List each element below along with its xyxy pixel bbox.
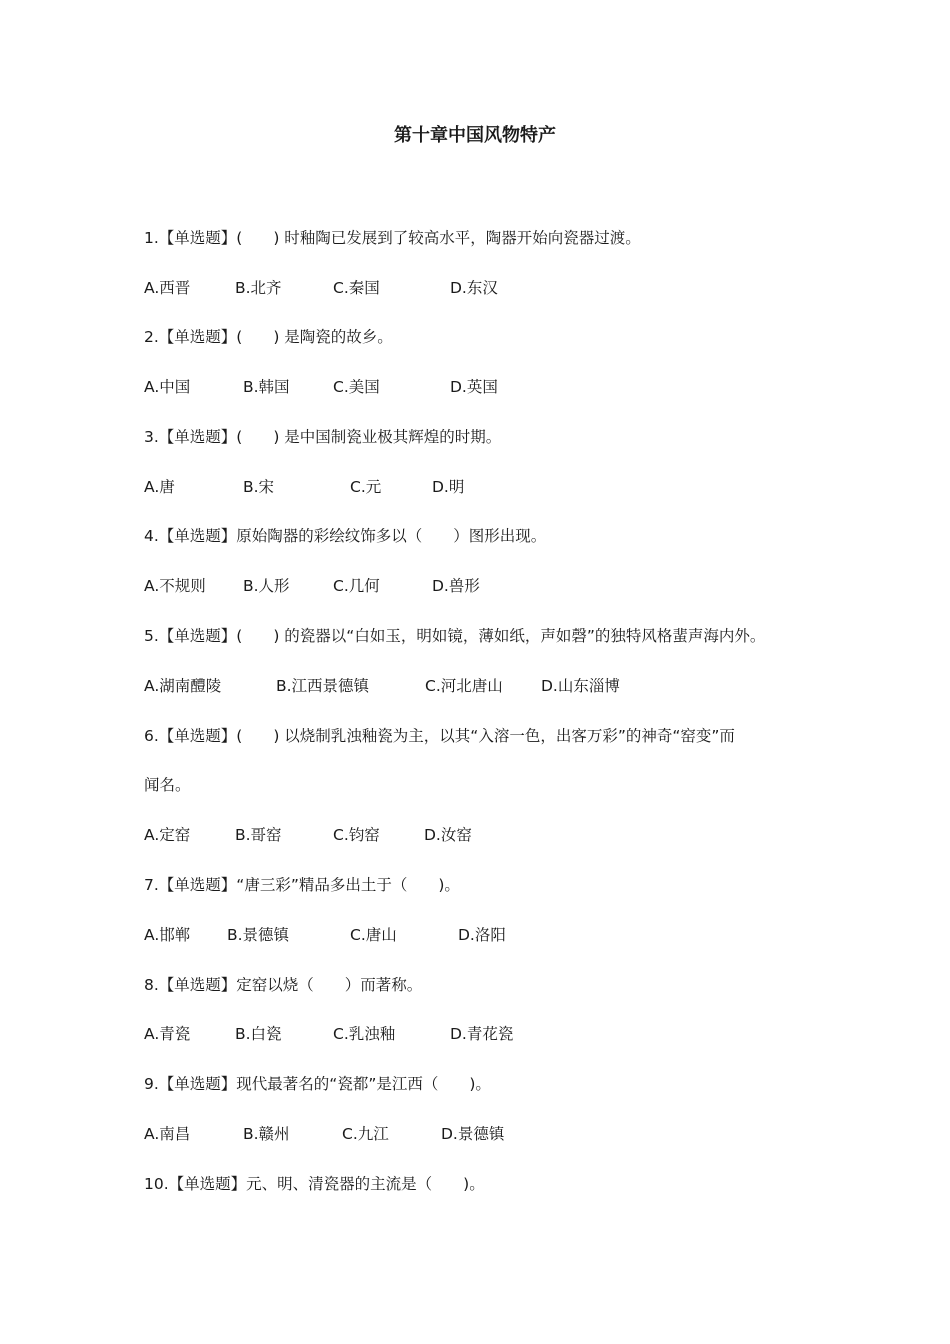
question-5-stem: 5.【单选题】( ) 的瓷器以“白如玉，明如镜，薄如纸，声如磬”的独特风格蜚声海内外。 xyxy=(144,627,766,645)
option-b: B.北齐 xyxy=(235,279,282,297)
question-3-stem: 3.【单选题】( ) 是中国制瓷业极其辉煌的时期。 xyxy=(144,428,502,446)
option-b: B.白瓷 xyxy=(235,1025,282,1043)
question-8-stem: 8.【单选题】定窑以烧（ ）而著称。 xyxy=(144,976,423,994)
option-c: C.河北唐山 xyxy=(425,677,503,695)
option-d: D.汝窑 xyxy=(424,826,472,844)
question-6-stem-continued: 闻名。 xyxy=(144,776,191,794)
question-8-options xyxy=(144,1022,844,1046)
option-b: B.江西景德镇 xyxy=(276,677,370,695)
option-c: C.钧窑 xyxy=(333,826,380,844)
option-b: B.赣州 xyxy=(243,1125,290,1143)
option-b: B.韩国 xyxy=(243,378,290,396)
question-2-options xyxy=(144,375,844,399)
option-a: A.西晋 xyxy=(144,279,191,297)
question-1-stem: 1.【单选题】( ) 时釉陶已发展到了较高水平，陶器开始向瓷器过渡。 xyxy=(144,229,641,247)
option-a: A.邯郸 xyxy=(144,926,191,944)
question-6-options xyxy=(144,823,844,847)
option-d: D.兽形 xyxy=(432,577,480,595)
option-d: D.英国 xyxy=(450,378,498,396)
option-b: B.景德镇 xyxy=(227,926,290,944)
option-d: D.明 xyxy=(432,478,465,496)
option-a: A.湖南醴陵 xyxy=(144,677,222,695)
option-d: D.洛阳 xyxy=(458,926,506,944)
option-a: A.不规则 xyxy=(144,577,206,595)
option-a: A.南昌 xyxy=(144,1125,191,1143)
option-a: A.唐 xyxy=(144,478,175,496)
option-c: C.秦国 xyxy=(333,279,380,297)
question-1-options xyxy=(144,276,844,300)
question-4-stem: 4.【单选题】原始陶器的彩绘纹饰多以（ ）图形出现。 xyxy=(144,527,547,545)
option-a: A.定窑 xyxy=(144,826,191,844)
option-c: C.美国 xyxy=(333,378,380,396)
chapter-title: 第十章中国风物特产 xyxy=(394,125,556,146)
option-c: C.几何 xyxy=(333,577,380,595)
question-4-options xyxy=(144,574,844,598)
question-6-stem: 6.【单选题】( ) 以烧制乳浊釉瓷为主，以其“入溶一色，出客万彩”的神奇“窑变”而 xyxy=(144,727,735,745)
option-a: A.中国 xyxy=(144,378,191,396)
question-2-stem: 2.【单选题】( ) 是陶瓷的故乡。 xyxy=(144,328,393,346)
question-7-options xyxy=(144,923,844,947)
option-d: D.景德镇 xyxy=(441,1125,505,1143)
question-5-options xyxy=(144,674,844,698)
option-b: B.宋 xyxy=(243,478,275,496)
option-c: C.九江 xyxy=(342,1125,389,1143)
option-d: D.东汉 xyxy=(450,279,498,297)
option-d: D.山东淄博 xyxy=(541,677,620,695)
option-b: B.哥窑 xyxy=(235,826,282,844)
question-10-stem: 10.【单选题】元、明、清瓷器的主流是（ )。 xyxy=(144,1175,485,1193)
option-b: B.人形 xyxy=(243,577,290,595)
option-c: C.乳浊釉 xyxy=(333,1025,396,1043)
question-7-stem: 7.【单选题】“唐三彩”精品多出土于（ )。 xyxy=(144,876,460,894)
question-9-stem: 9.【单选题】现代最著名的“瓷都”是江西（ )。 xyxy=(144,1075,491,1093)
option-c: C.唐山 xyxy=(350,926,397,944)
option-a: A.青瓷 xyxy=(144,1025,191,1043)
question-3-options xyxy=(144,475,844,499)
option-c: C.元 xyxy=(350,478,382,496)
option-d: D.青花瓷 xyxy=(450,1025,514,1043)
question-9-options xyxy=(144,1122,844,1146)
